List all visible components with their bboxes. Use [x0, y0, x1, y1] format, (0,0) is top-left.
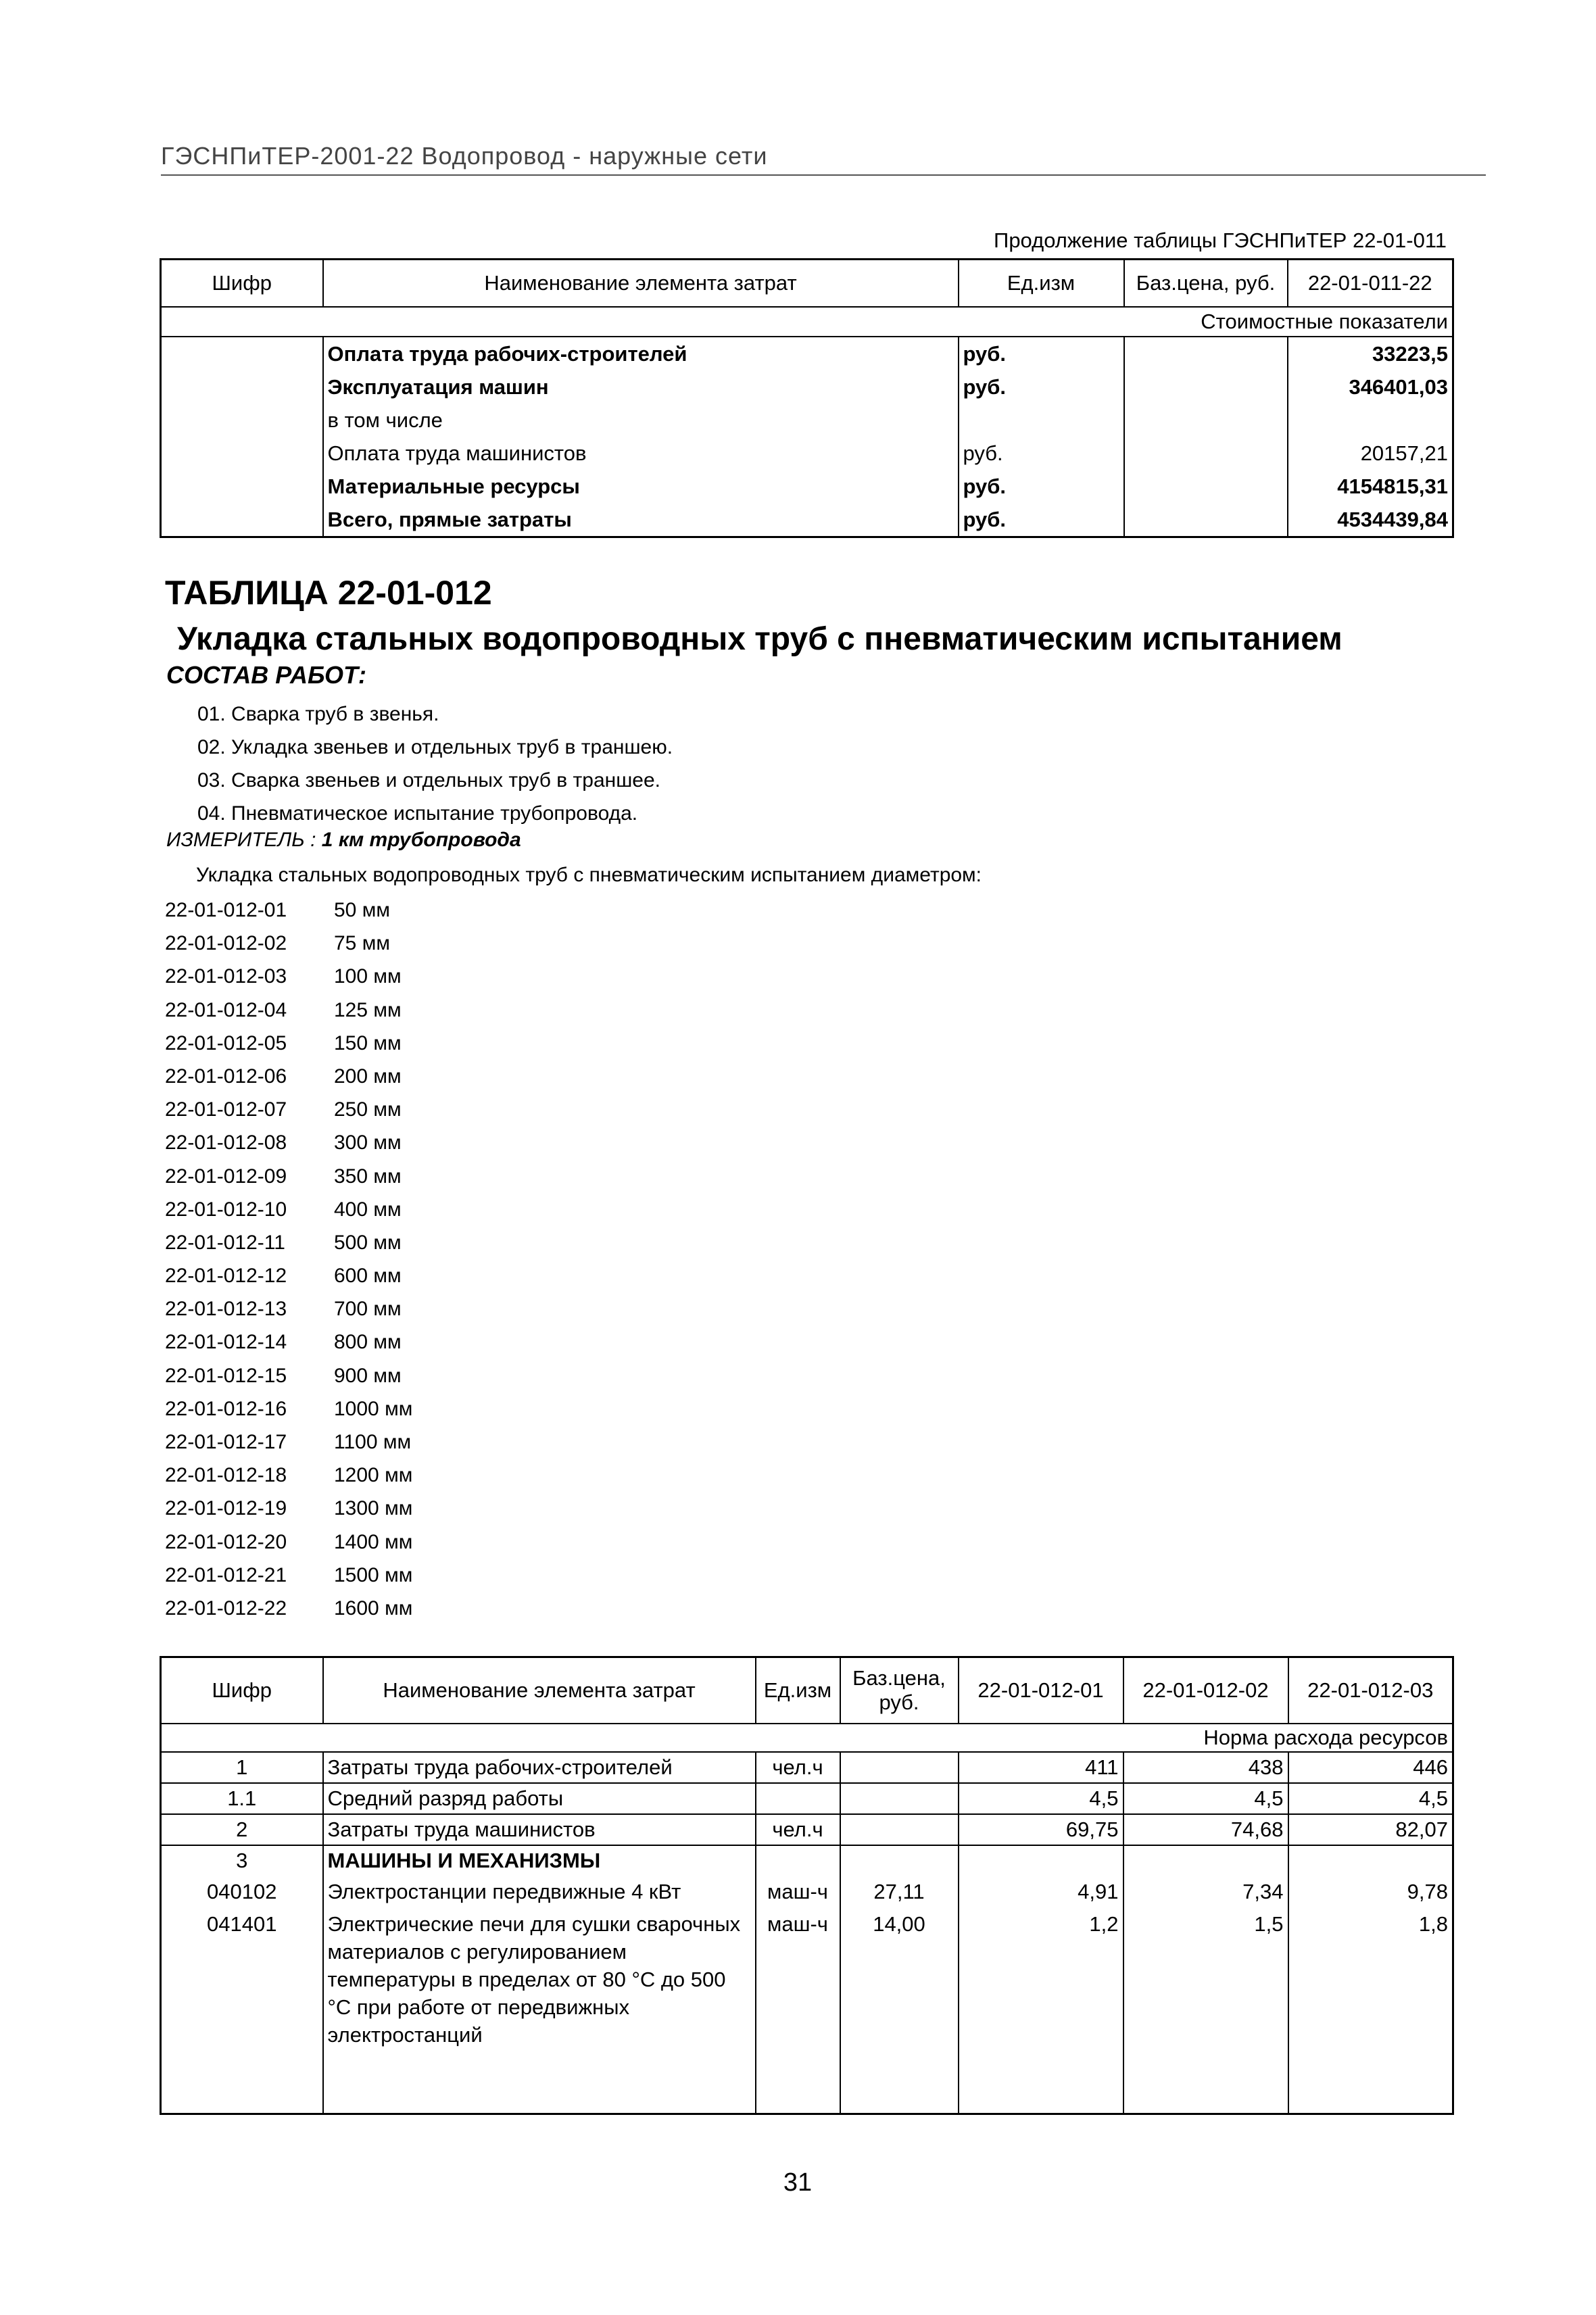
continuation-caption: Продолжение таблицы ГЭСНПиТЕР 22-01-011 — [994, 228, 1447, 252]
variant-code: 22-01-012-10 — [165, 1198, 287, 1221]
row-price — [1124, 404, 1288, 437]
variant-code: 22-01-012-22 — [165, 1597, 287, 1619]
row-value: 82,07 — [1288, 1814, 1453, 1845]
list-item — [165, 1559, 412, 1592]
table-row — [161, 437, 1453, 470]
list-item — [165, 1093, 412, 1126]
variant-code: 22-01-012-15 — [165, 1364, 287, 1387]
row-price — [1124, 503, 1288, 537]
row-name: Затраты труда машинистов — [323, 1814, 756, 1845]
row-unit — [756, 1845, 840, 1876]
list-item — [165, 1259, 412, 1292]
variant-code: 22-01-012-18 — [165, 1464, 287, 1487]
row-code: 3 — [161, 1845, 323, 1876]
row-value: 69,75 — [959, 1814, 1123, 1845]
variant-code: 22-01-012-05 — [165, 1031, 287, 1054]
table-row — [161, 1876, 1453, 1907]
variants-intro: Укладка стальных водопроводных труб с пневматическим испытанием диаметром: — [196, 864, 982, 886]
row-price — [840, 1845, 959, 1876]
variants-list — [165, 894, 412, 1625]
row-name: МАШИНЫ И МЕХАНИЗМЫ — [323, 1845, 756, 1876]
variant-code: 22-01-012-07 — [165, 1098, 287, 1121]
variant-size: 200 мм — [334, 1065, 402, 1088]
variant-code: 22-01-012-01 — [165, 899, 287, 921]
variant-size: 350 мм — [334, 1165, 402, 1188]
table-row — [161, 404, 1453, 437]
variant-size: 150 мм — [334, 1031, 402, 1054]
table-title: ТАБЛИЦА 22-01-012 — [165, 574, 492, 612]
list-item — [165, 1193, 412, 1226]
row-value — [959, 1845, 1123, 1876]
row-name: Электростанции передвижные 4 кВт — [323, 1876, 756, 1907]
variant-size: 400 мм — [334, 1198, 402, 1221]
page-number: 31 — [783, 2168, 813, 2197]
header-unit: Ед.изм — [756, 1657, 840, 1724]
variant-code: 22-01-012-21 — [165, 1563, 287, 1586]
variant-size: 600 мм — [334, 1265, 402, 1288]
row-price — [840, 1752, 959, 1783]
row-value: 33223,5 — [1288, 337, 1453, 370]
meter-value: 1 км трубопровода — [321, 829, 521, 851]
variant-code: 22-01-012-14 — [165, 1331, 287, 1354]
list-item — [165, 1526, 412, 1559]
table-row — [161, 370, 1453, 404]
list-item — [165, 1160, 412, 1193]
row-value: 20157,21 — [1288, 437, 1453, 470]
row-price — [840, 1783, 959, 1814]
row-value — [1123, 1845, 1288, 1876]
header-name: Наименование элемента затрат — [323, 260, 959, 308]
list-item: 01. Сварка труб в звенья. — [197, 703, 439, 725]
row-code: 1 — [161, 1752, 323, 1783]
table-row — [161, 1814, 1453, 1845]
row-code: 041401 — [161, 1907, 323, 2114]
row-value: 7,34 — [1123, 1876, 1288, 1907]
row-value: 4,5 — [1288, 1783, 1453, 1814]
row-price: 14,00 — [840, 1907, 959, 2114]
row-unit — [959, 404, 1124, 437]
table-header-row — [161, 1657, 1453, 1724]
row-value: 1,2 — [959, 1907, 1123, 2114]
variant-code: 22-01-012-12 — [165, 1265, 287, 1288]
row-code — [161, 470, 323, 503]
variant-code: 22-01-012-03 — [165, 965, 287, 988]
header-unit: Ед.изм — [959, 260, 1124, 308]
table-header-row — [161, 260, 1453, 308]
list-item: 04. Пневматическое испытание трубопровода. — [197, 802, 638, 825]
row-price — [1124, 437, 1288, 470]
row-name: Затраты труда рабочих-строителей — [323, 1752, 756, 1783]
row-code — [161, 370, 323, 404]
header-price: Баз.цена, руб. — [840, 1657, 959, 1724]
row-code — [161, 404, 323, 437]
list-item — [165, 1359, 412, 1392]
variant-size: 1500 мм — [334, 1563, 413, 1586]
row-value: 4,91 — [959, 1876, 1123, 1907]
variant-code: 22-01-012-16 — [165, 1397, 287, 1420]
header-name: Наименование элемента затрат — [323, 1657, 756, 1724]
variant-size: 75 мм — [334, 932, 390, 955]
running-header: ГЭСНПиТЕР-2001-22 Водопровод - наружные сети — [161, 142, 1486, 176]
row-name: Материальные ресурсы — [323, 470, 959, 503]
list-item — [165, 1325, 412, 1359]
variant-code: 22-01-012-19 — [165, 1497, 287, 1520]
header-price: Баз.цена, руб. — [1124, 260, 1288, 308]
meter-label: ИЗМЕРИТЕЛЬ : — [166, 829, 316, 851]
row-value: 1,8 — [1288, 1907, 1453, 2114]
table-subtitle: Укладка стальных водопроводных труб с пневматическим испытанием — [177, 621, 1343, 657]
variant-size: 1400 мм — [334, 1530, 413, 1553]
variant-size: 50 мм — [334, 899, 390, 921]
row-unit: руб. — [959, 503, 1124, 537]
row-value — [1288, 1845, 1453, 1876]
header-variant: 22-01-012-01 — [959, 1657, 1123, 1724]
row-code — [161, 437, 323, 470]
list-item — [165, 960, 412, 993]
list-item — [165, 927, 412, 960]
norm-label: Норма расхода ресурсов — [161, 1724, 1453, 1752]
row-price — [1124, 337, 1288, 370]
table-row — [161, 337, 1453, 370]
variant-code: 22-01-012-08 — [165, 1131, 287, 1154]
variant-size: 700 мм — [334, 1298, 402, 1321]
list-item — [165, 894, 412, 927]
table-row — [161, 470, 1453, 503]
header-variant: 22-01-011-22 — [1288, 260, 1453, 308]
meter-line — [166, 829, 521, 852]
row-price — [840, 1814, 959, 1845]
variant-code: 22-01-012-20 — [165, 1530, 287, 1553]
row-unit: маш-ч — [756, 1876, 840, 1907]
table-row — [161, 1845, 1453, 1876]
row-unit: чел.ч — [756, 1814, 840, 1845]
row-price: 27,11 — [840, 1876, 959, 1907]
list-item — [165, 1060, 412, 1093]
list-item — [165, 1392, 412, 1425]
row-unit: руб. — [959, 437, 1124, 470]
norm-label: Стоимостные показатели — [161, 307, 1453, 337]
row-name: Оплата труда машинистов — [323, 437, 959, 470]
list-item — [165, 1027, 412, 1060]
variant-size: 1200 мм — [334, 1464, 413, 1487]
list-item — [165, 1592, 412, 1625]
row-value: 411 — [959, 1752, 1123, 1783]
table-row — [161, 1752, 1453, 1783]
list-item — [165, 1126, 412, 1159]
variant-size: 250 мм — [334, 1098, 402, 1121]
row-code — [161, 503, 323, 537]
row-code — [161, 337, 323, 370]
variant-code: 22-01-012-06 — [165, 1065, 287, 1088]
row-value: 346401,03 — [1288, 370, 1453, 404]
list-item: 02. Укладка звеньев и отдельных труб в траншею. — [197, 736, 673, 758]
header-variant: 22-01-012-02 — [1123, 1657, 1288, 1724]
list-item — [165, 994, 412, 1027]
variant-size: 1300 мм — [334, 1497, 413, 1520]
header-code: Шифр — [161, 260, 323, 308]
list-item — [165, 1226, 412, 1259]
row-unit: маш-ч — [756, 1907, 840, 2114]
row-value: 1,5 — [1123, 1907, 1288, 2114]
variant-size: 500 мм — [334, 1231, 402, 1254]
row-value: 438 — [1123, 1752, 1288, 1783]
row-unit: чел.ч — [756, 1752, 840, 1783]
list-item — [165, 1292, 412, 1325]
cost-table — [160, 258, 1454, 538]
row-value: 4,5 — [1123, 1783, 1288, 1814]
row-unit: руб. — [959, 337, 1124, 370]
variant-size: 100 мм — [334, 965, 402, 988]
variant-size: 1100 мм — [334, 1431, 412, 1453]
resource-table — [160, 1656, 1454, 2115]
table-row — [161, 1783, 1453, 1814]
variant-code: 22-01-012-17 — [165, 1431, 287, 1453]
row-price — [1124, 370, 1288, 404]
row-name: Эксплуатация машин — [323, 370, 959, 404]
row-value: 446 — [1288, 1752, 1453, 1783]
row-code: 040102 — [161, 1876, 323, 1907]
variant-size: 1000 мм — [334, 1397, 413, 1420]
row-value — [1288, 404, 1453, 437]
row-value: 4534439,84 — [1288, 503, 1453, 537]
row-price — [1124, 470, 1288, 503]
variant-size: 800 мм — [334, 1331, 402, 1354]
variant-size: 125 мм — [334, 998, 402, 1021]
table-row — [161, 503, 1453, 537]
variant-code: 22-01-012-04 — [165, 998, 287, 1021]
norm-label-row — [161, 1724, 1453, 1752]
variant-size: 1600 мм — [334, 1597, 413, 1619]
variant-code: 22-01-012-13 — [165, 1298, 287, 1321]
composition-heading: СОСТАВ РАБОТ: — [166, 661, 366, 689]
operations-list — [197, 698, 673, 830]
variant-size: 300 мм — [334, 1131, 402, 1154]
row-code: 2 — [161, 1814, 323, 1845]
row-value: 74,68 — [1123, 1814, 1288, 1845]
variant-size: 900 мм — [334, 1364, 402, 1387]
row-unit — [756, 1783, 840, 1814]
list-item — [165, 1459, 412, 1492]
row-name: Оплата труда рабочих-строителей — [323, 337, 959, 370]
header-code: Шифр — [161, 1657, 323, 1724]
row-code: 1.1 — [161, 1783, 323, 1814]
row-name: Средний разряд работы — [323, 1783, 756, 1814]
norm-label-row — [161, 307, 1453, 337]
variant-code: 22-01-012-02 — [165, 932, 287, 955]
row-name: Всего, прямые затраты — [323, 503, 959, 537]
row-name: Электрические печи для сушки сварочных материалов с регулированием температуры в пределах от 80 °С до 500 °С при работе от передвижных электростанций — [323, 1907, 756, 2114]
table-row — [161, 1907, 1453, 2114]
row-value: 4,5 — [959, 1783, 1123, 1814]
row-unit: руб. — [959, 370, 1124, 404]
list-item — [165, 1425, 412, 1459]
header-variant: 22-01-012-03 — [1288, 1657, 1453, 1724]
list-item — [165, 1492, 412, 1525]
variant-code: 22-01-012-09 — [165, 1165, 287, 1188]
row-unit: руб. — [959, 470, 1124, 503]
row-name: в том числе — [323, 404, 959, 437]
row-value: 4154815,31 — [1288, 470, 1453, 503]
row-value: 9,78 — [1288, 1876, 1453, 1907]
list-item: 03. Сварка звеньев и отдельных труб в траншее. — [197, 769, 660, 791]
variant-code: 22-01-012-11 — [165, 1231, 285, 1254]
